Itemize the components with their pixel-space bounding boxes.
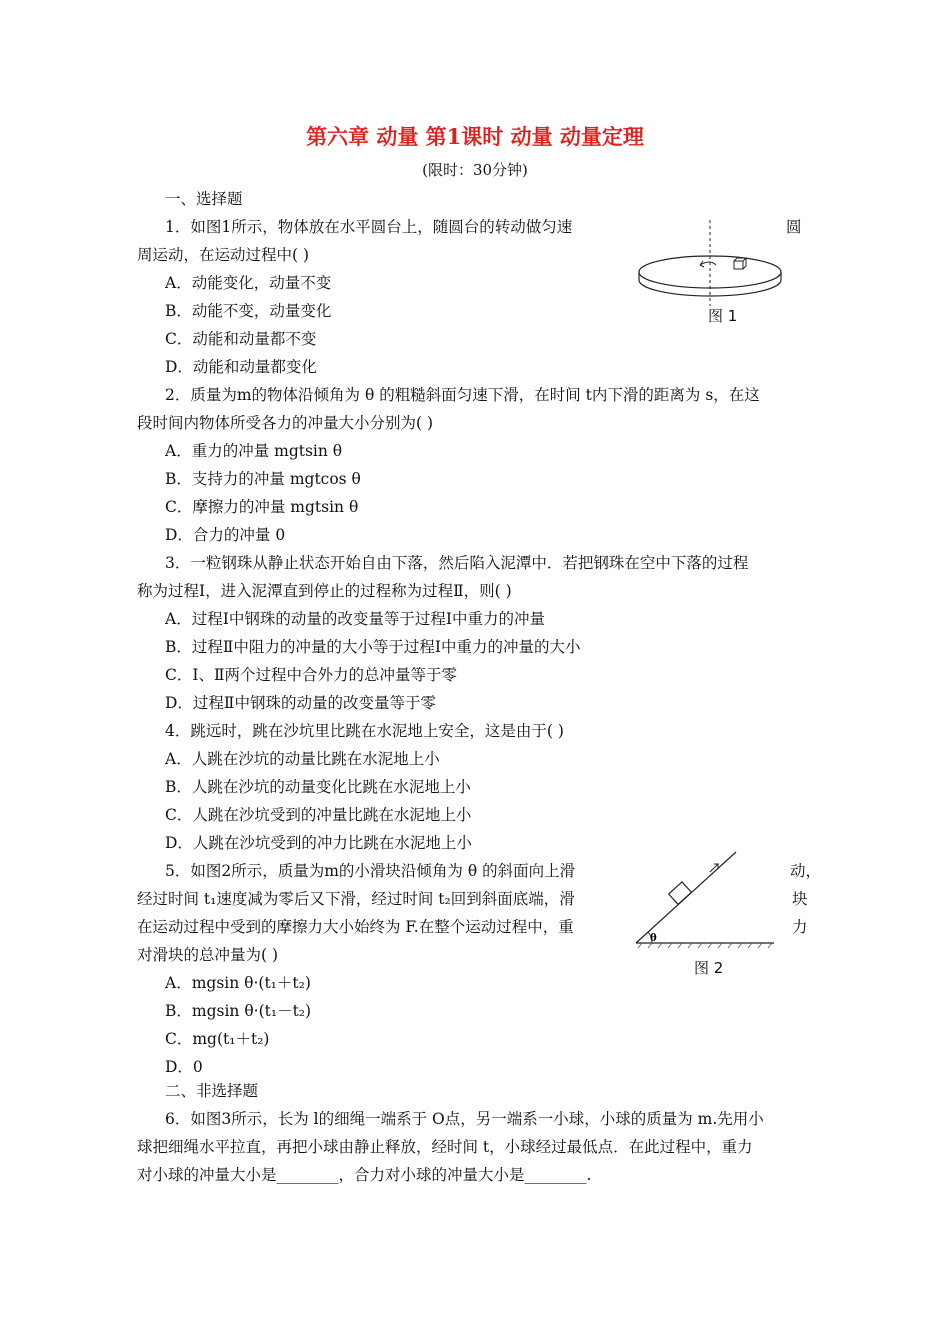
question-5-line-tail: 块 [792, 890, 808, 908]
time-limit: (限时：30分钟) [422, 161, 528, 179]
option: A．人跳在沙坑的动量比跳在水泥地上小 [165, 750, 440, 768]
question-6-line: 6．如图3所示，长为 l的细绳一端系于 O点，另一端系一小球，小球的质量为 m.先用小 [165, 1110, 764, 1128]
angle-label: θ [650, 933, 657, 944]
question-1-line: 周运动，在运动过程中( ) [137, 246, 310, 264]
section-heading: 一、选择题 [165, 190, 243, 208]
question-1-line-tail: 圆 [786, 218, 802, 236]
option: B．过程Ⅱ中阻力的冲量的大小等于过程Ⅰ中重力的冲量的大小 [165, 638, 581, 656]
option: C．动能和动量都不变 [165, 330, 317, 348]
question-5-line-tail: 动， [790, 862, 822, 880]
question-5-line: 在运动过程中受到的摩擦力大小始终为 F.在整个运动过程中，重 [137, 918, 574, 936]
option: C．摩擦力的冲量 mgtsin θ [165, 498, 359, 516]
question-3-line: 称为过程Ⅰ，进入泥潭直到停止的过程称为过程Ⅱ，则( ) [137, 582, 512, 600]
question-2-line: 段时间内物体所受各力的冲量大小分别为( ) [137, 414, 434, 432]
option: A．mgsin θ·(t₁＋t₂) [165, 974, 311, 992]
question-2-line: 2．质量为m的物体沿倾角为 θ 的粗糙斜面匀速下滑，在时间 t内下滑的距离为 s，在这 [165, 386, 760, 404]
question-4-line: 4．跳远时，跳在沙坑里比跳在水泥地上安全，这是由于( ) [165, 722, 564, 740]
option: C．人跳在沙坑受到的冲量比跳在水泥地上小 [165, 806, 472, 824]
question-5-line: 5．如图2所示，质量为m的小滑块沿倾角为 θ 的斜面向上滑 [165, 862, 576, 880]
question-5-line: 经过时间 t₁速度减为零后又下滑，经过时间 t₂回到斜面底端，滑 [137, 890, 575, 908]
figure-1-turntable [636, 210, 786, 310]
option: C．Ⅰ、Ⅱ两个过程中合外力的总冲量等于零 [165, 666, 458, 684]
figure-2-incline [632, 848, 782, 953]
option: B．人跳在沙坑的动量变化比跳在水泥地上小 [165, 778, 471, 796]
question-3-line: 3．一粒钢珠从静止状态开始自由下落，然后陷入泥潭中．若把钢珠在空中下落的过程 [165, 554, 749, 572]
question-6-line: 对小球的冲量大小是________，合力对小球的冲量大小是________. [137, 1166, 592, 1184]
option: D．动能和动量都变化 [165, 358, 317, 376]
question-1-line: 1．如图1所示，物体放在水平圆台上，随圆台的转动做匀速 [165, 218, 573, 236]
option: A．动能变化，动量不变 [165, 274, 332, 292]
option: D．0 [165, 1058, 203, 1076]
option: D．人跳在沙坑受到的冲力比跳在水泥地上小 [165, 834, 472, 852]
option: B．支持力的冲量 mgtcos θ [165, 470, 361, 488]
question-6-line: 球把细绳水平拉直，再把小球由静止释放，经时间 t，小球经过最低点．在此过程中，重力 [137, 1138, 753, 1156]
option: A．过程Ⅰ中钢珠的动量的改变量等于过程Ⅰ中重力的冲量 [165, 610, 545, 628]
section-heading: 二、非选择题 [165, 1082, 259, 1100]
option: D．合力的冲量 0 [165, 526, 286, 544]
question-5-line: 对滑块的总冲量为( ) [137, 946, 279, 964]
question-5-line-tail: 力 [792, 918, 808, 936]
option: B．动能不变，动量变化 [165, 302, 332, 320]
page-title: 第六章 动量 第1课时 动量 动量定理 [306, 124, 644, 149]
option: B．mgsin θ·(t₁－t₂) [165, 1002, 312, 1020]
figure-1-caption: 图 1 [708, 307, 738, 325]
option: C．mg(t₁＋t₂) [165, 1030, 270, 1048]
option: D．过程Ⅱ中钢珠的动量的改变量等于零 [165, 694, 436, 712]
figure-2-caption: 图 2 [694, 959, 724, 977]
option: A．重力的冲量 mgtsin θ [165, 442, 343, 460]
